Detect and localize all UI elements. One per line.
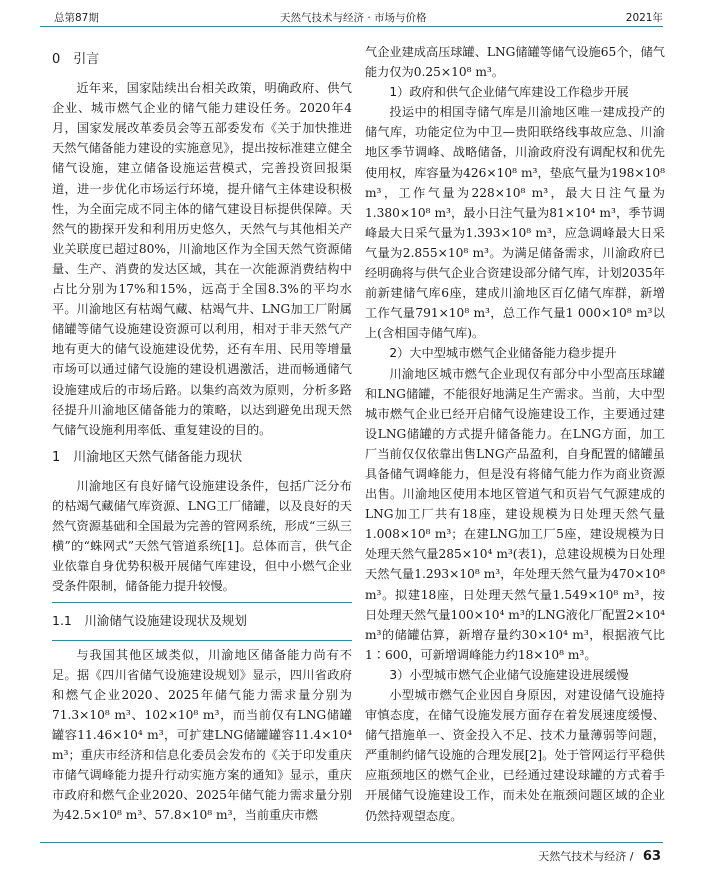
running-footer (538, 848, 661, 864)
subheading-3-paragraph: 小型城市燃气企业因自身原因，对建设储气设施持审慎态度，在储气设施发展方面存在着发展速度缓慢、储气措施单一、资金投入不足、技术力量薄弱等问题，严重制约储气设施的合理发展[2]。处于管网运行平稳供应瓶颈地区的燃气企业，已经通过建设球罐的方式着手开展储气设施建设工作，而未处在瓶颈问题区域的企业仍然持观望态度。 (365, 688, 665, 823)
section-divider (52, 640, 352, 641)
section-1-paragraph: 川渝地区有良好储气设施建设条件，包括广泛分布的枯竭气藏储气库资源、LNG工厂储罐，以及良好的天然气资源基础和全国最为完善的管网系统，形成“三纵三横”的“蛛网式”天然气管道系统[1]。总体而言，供气企业依靠自身优势积极开展储气库建设，但中小燃气企业受条件限制，储备能力提升较慢。 (52, 478, 352, 594)
footer-journal: 天然气技术与经济 / (538, 850, 634, 863)
subheading-2-paragraph: 川渝地区城市燃气企业现仅有部分中小型高压球罐和LNG储罐，不能很好地满足生产需求。当前，大中型城市燃气企业已经开启储气设施建设工作，主要通过建设LNG储罐的方式提升储备能力。在LNG方面，加工厂当前仅仅依靠出售LNG产品盈利，自身配置的储罐虽具备储气调峰能力，但是没有将储气能力作为商业资源出售。川渝地区使用本地区管道气和页岩气气源建成的LNG加工厂共有18座，建设规模为日处理天然气量1.008×10⁸ m³；在建LNG加工厂5座，建设规模为日处理天然气量285×10⁴ m³(表1)，总建设规模为日处理天然气量1.293×10⁸ m³，年处理天然气量为470×10⁸ m³。拟建18座，日处理天然气量1.549×10⁸ m³，按日处理天然气量100×10⁴ m³的LNG液化厂配置2×10⁴ m³的储罐估算，新增存量约30×10⁴ m³，根据液气比1∶600，可新增调峰能力约18×10⁸ m³。 (365, 366, 665, 662)
left-column (52, 42, 352, 825)
footer-rule (40, 842, 663, 843)
issue-number: 总第87期 (54, 12, 99, 24)
continued-paragraph: 气企业建成高压球罐、LNG储罐等储气设施65个，储气能力仅为0.25×10⁸ m³。 (365, 45, 665, 80)
section-divider (52, 602, 352, 603)
subheading-2: 2）大中型城市燃气企业储备能力稳步提升 (389, 346, 617, 361)
page-number: 63 (642, 849, 661, 864)
section-1-heading: 1 川渝地区天然气储备能力现状 (52, 449, 243, 465)
section-0-heading: 0 引言 (52, 52, 100, 67)
header-rule (40, 26, 663, 27)
subheading-1: 1）政府和供气企业储气库建设工作稳步开展 (389, 85, 629, 100)
subheading-3: 3）小型城市燃气企业储气设施建设进展缓慢 (389, 667, 629, 682)
intro-paragraph: 近年来，国家陆续出台相关政策，明确政府、供气企业、城市燃气企业的储气能力建设任务。2020年4月，国家发展改革委员会等五部委发布《关于加快推进天然气储备能力建设的实施意见》，提出按标准建立健全储气设施，建立储备设施运营模式，完善投资回报渠道，进一步优化市场运行环境，提升储气主体建设积极性，为全面完成不同主体的储气建设目标提供保障。天然气的勘探开发和利用历史悠久，天然气与其他相关产业关联度已超过80%，川渝地区作为全国天然气资源储量、生产、消费的发达区域，其在一次能源消费结构中占比分别为17%和15%，远高于全国8.3%的平均水平。川渝地区有枯竭气藏、枯竭气井、LNG加工厂附属储罐等储气设施建设资源可以利用，相对于非天然气产地有更大的储气设施建设优势，还有车用、民用等增量市场可以通过储气设施的建设机遇激活，进而畅通储气设施建成后的市场后路。以集约高效为原则，分析多路径提升川渝地区储备能力的策略，以达到避免出现天然气储气设施利用率低、重复建设的目的。 (52, 81, 352, 437)
section-1-1-heading: 1.1 川渝储气设施建设现状及规划 (52, 613, 247, 629)
year: 2021年 (625, 12, 663, 24)
subheading-1-paragraph: 投运中的相国寺储气库是川渝地区唯一建成投产的储气库，功能定位为中卫—贵阳联络线事故应急、川渝地区季节调峰、战略储备，川渝政府没有调配权和优先使用权，库容量为426×10⁸ m³，垫底气量为198×10⁸ m³，工作气量为228×10⁸ m³，最大日注气量为1.380×10⁸ m³，最小日注气量为81×10⁴ m³，季节调峰最大日采气量为1.393×10⁸ m³，应急调峰最大日采气量为2.855×10⁸ m³。为满足储备需求，川渝政府已经明确将与供气企业合资建设部分储气库，计划2035年前新建储气库6座，建成川渝地区百亿储气库群，新增工作气量791×10⁸ m³，总工作气量1 000×10⁸ m³以上(含相国寺储气库)。 (365, 105, 665, 341)
journal-section: 天然气技术与经济 · 市场与价格 (280, 12, 427, 24)
section-1-1-paragraph: 与我国其他区域类似，川渝地区储备能力尚有不足。据《四川省储气设施建设规划》显示，四川省政府和燃气企业2020、2025年储气能力需求量分别为71.3×10⁸ m³、102×10⁸ m³，而当前仅有LNG储罐罐容11.46×10⁴ m³，可扩建LNG储罐罐容11.4×10⁴ m³；重庆市经济和信息化委员会发布的《关于印发重庆市储气调峰能力提升行动实施方案的通知》显示，重庆市政府和燃气企业2020、2025年储气能力需求量分别为42.5×10⁸ m³、57.8×10⁸ m³，当前重庆市燃 (52, 647, 352, 823)
running-header (40, 8, 663, 24)
right-column (365, 42, 665, 826)
